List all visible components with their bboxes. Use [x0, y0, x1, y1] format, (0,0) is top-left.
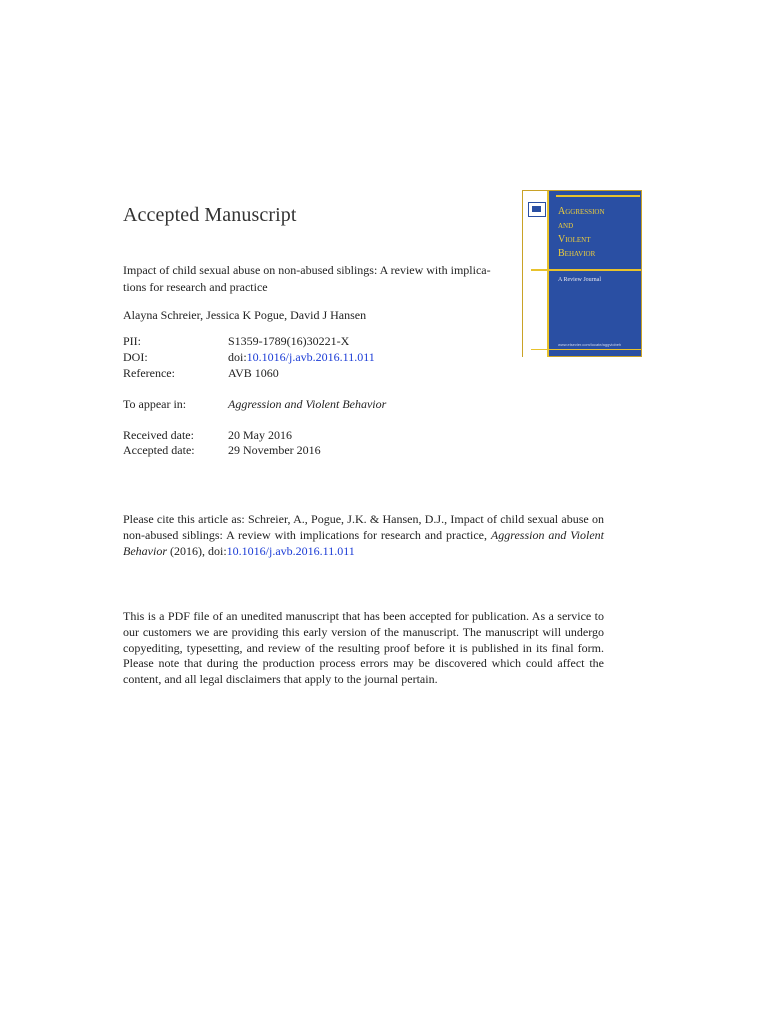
doi-row	[0, 350, 768, 366]
citation-doi-link[interactable]: 10.1016/j.avb.2016.11.011	[226, 543, 355, 558]
received-label: Received date:	[123, 428, 194, 442]
cover-title-line-2: and	[558, 220, 574, 231]
cover-title-line-4: Behavior	[558, 248, 596, 259]
cover-url: www.elsevier.com/locate/aggviobeh	[558, 342, 622, 347]
pii-value: S1359-1789(16)30221-X	[228, 334, 350, 348]
page-heading: Accepted Manuscript	[123, 204, 297, 226]
citation-year: (2016), doi:	[167, 543, 227, 558]
cover-subtitle: A Review Journal	[558, 277, 601, 283]
appear-label: To appear in:	[123, 397, 187, 411]
doi-value	[228, 350, 375, 365]
cover-divider	[531, 269, 641, 271]
citation-journal: Aggression and Violent Behavior	[123, 527, 605, 558]
article-title	[123, 262, 521, 295]
accepted-row	[0, 443, 768, 459]
doi-link[interactable]: 10.1016/j.avb.2016.11.011	[246, 350, 375, 364]
pii-row	[0, 334, 768, 350]
article-title-line-2: tions for research and practice	[123, 279, 268, 294]
doi-prefix: doi:	[228, 350, 247, 364]
cover-bottom-rule	[531, 349, 641, 350]
author-list: Alayna Schreier, Jessica K Pogue, David J Hansen	[123, 308, 367, 322]
cover-title	[558, 205, 640, 261]
cover-left-panel	[523, 191, 549, 357]
accepted-value: 29 November 2016	[228, 443, 321, 457]
cover-title-line-3: Violent	[558, 234, 591, 245]
citation-paragraph	[123, 512, 604, 559]
pii-label: PII:	[123, 334, 141, 348]
doi-label: DOI:	[123, 350, 148, 364]
received-value: 20 May 2016	[228, 428, 292, 442]
reference-row	[0, 366, 768, 382]
manuscript-notice: This is a PDF file of an unedited manuscript that has been accepted for publication. As a service to our customers we are providing this early version of the manuscript. The manuscript will undergo copyediting, typesetting, and review of the resulting proof before it is published in its final form. Please note that during the production process errors may be discovered which could affect the content, and all legal disclaimers that apply to the journal pertain.	[123, 609, 604, 687]
received-row	[0, 428, 768, 444]
appear-row	[0, 397, 768, 413]
elsevier-tree-icon	[528, 202, 546, 217]
accepted-label: Accepted date:	[123, 443, 195, 457]
reference-value: AVB 1060	[228, 366, 279, 380]
article-title-line-1: Impact of child sexual abuse on non-abused siblings: A review with implica-	[123, 263, 491, 277]
appear-value: Aggression and Violent Behavior	[228, 397, 387, 411]
citation-text: Please cite this article as: Schreier, A., Pogue, J.K. & Hansen, D.J., Impact of child sexual abuse on non-abused siblings: A review with implications for research and practice,	[123, 512, 604, 542]
reference-label: Reference:	[123, 366, 175, 380]
cover-top-rule	[556, 195, 640, 197]
journal-cover	[522, 190, 642, 357]
cover-title-line-1: Aggression	[558, 206, 605, 217]
